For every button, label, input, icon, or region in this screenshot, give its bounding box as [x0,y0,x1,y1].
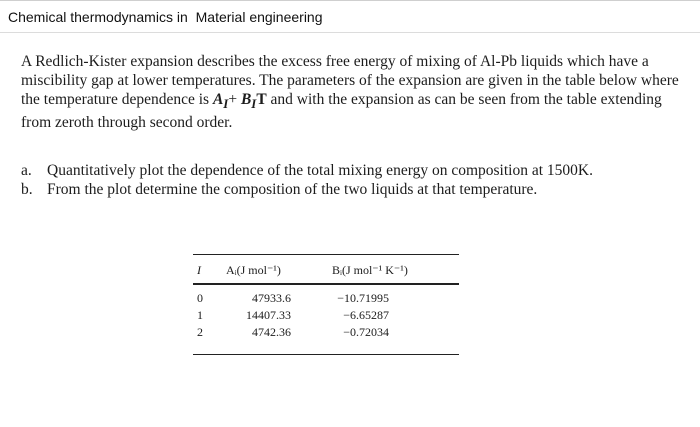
table-bottom-rule [193,354,459,355]
parameters-table [193,254,459,355]
part-text: Quantitatively plot the dependence of the total mixing energy on composition at 1500K. [47,162,593,179]
table-row [193,291,459,308]
cell-b: −0.72034 [343,324,389,339]
part-b [21,180,693,199]
topic-label: Chemical thermodynamics [8,9,173,25]
header-index: I [197,263,201,278]
part-text: From the plot determine the composition of the two liquids at that temperature. [47,181,538,198]
cell-a: 14407.33 [246,307,291,322]
subject-label: Material engineering [195,9,323,25]
connector-label: in [176,9,188,25]
part-letter: b. [21,181,33,198]
cell-a: 47933.6 [252,290,291,305]
table-row [193,325,459,342]
question-parts [21,161,693,199]
cell-index: 0 [197,290,203,305]
question-intro: A Redlich-Kister expansion describes the excess free energy of mixing of Al-Pb liquids which have a miscibility gap at lower temperatures. The parameters of the expansion are given in the table below where the temperature dependence is $A_I+ B_IT$ and with the expansion as can be seen from the table extending from zeroth through second order. [21,53,679,132]
cell-a: 4742.36 [252,324,291,339]
header-a: Aᵢ(J mol⁻¹) [226,263,281,278]
header-b: Bᵢ(J mol⁻¹ K⁻¹) [332,263,408,278]
cell-b: −10.71995 [337,290,389,305]
part-letter: a. [21,162,32,179]
part-a [21,161,693,180]
table-header-row [193,255,459,283]
question-body [21,52,693,132]
cell-b: −6.65287 [343,307,389,322]
cell-index: 1 [197,307,203,322]
cell-index: 2 [197,324,203,339]
question-header [0,0,700,33]
table-row [193,308,459,325]
